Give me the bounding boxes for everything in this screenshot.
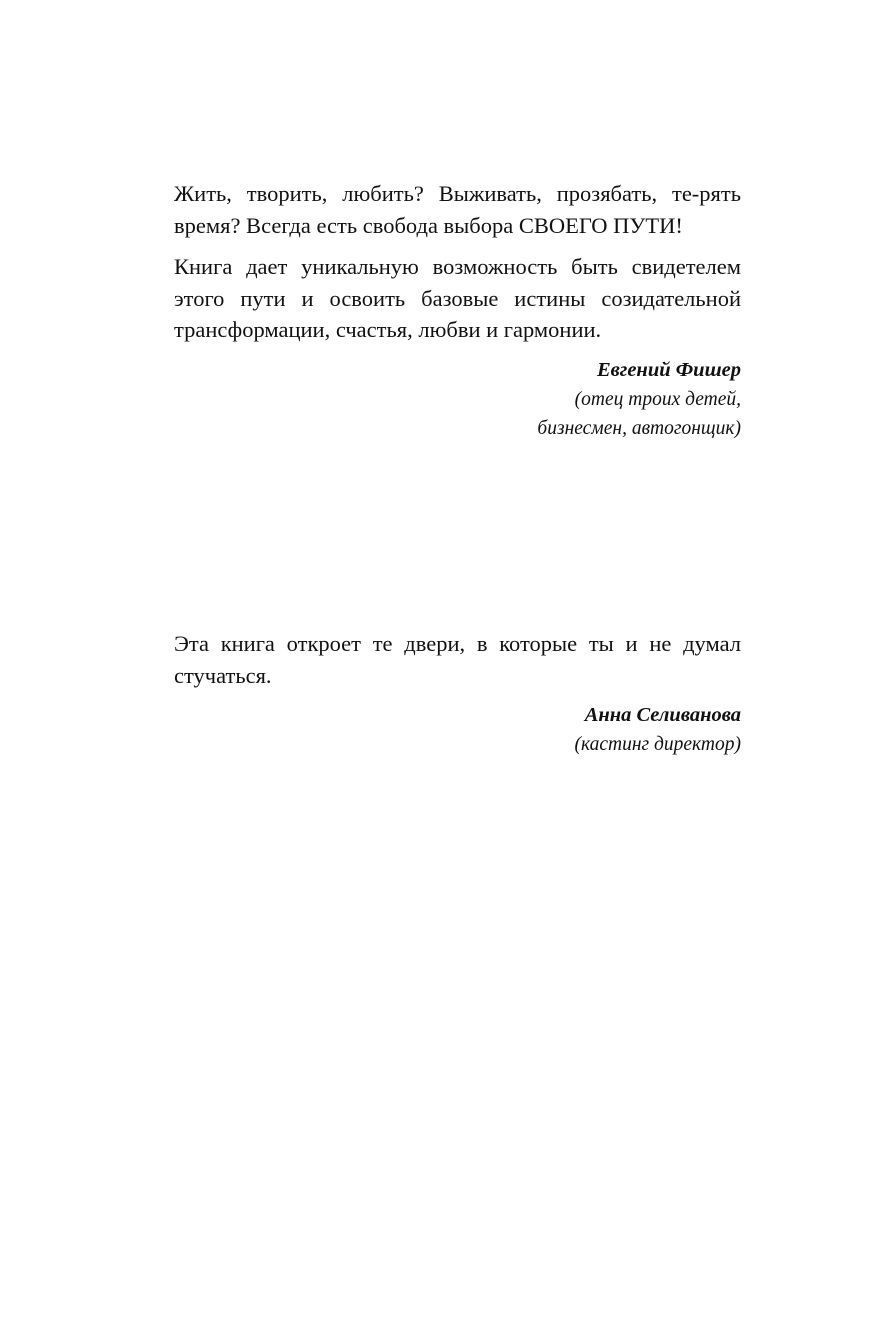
testimonial-paragraph-1: Жить, творить, любить? Выживать, прозябать, те-рять время? Всегда есть свобода выбора СВОЕГО ПУТИ! — [174, 181, 741, 238]
signature-fisher — [174, 356, 741, 443]
author-description-line-1: (кастинг директор) — [574, 734, 741, 755]
author-name: Анна Селиванова — [584, 704, 741, 726]
author-description-line-1: (отец троих детей, — [574, 388, 741, 410]
testimonial-paragraph: Эта книга откроет те двери, в которые ты и не думал стучаться. — [174, 631, 741, 688]
signature-selivanova — [174, 701, 741, 759]
testimonial-selivanova — [174, 628, 741, 759]
author-description-line-2: бизнесмен, автогонщик) — [537, 417, 741, 439]
testimonial-paragraph-2: Книга дает уникальную возможность быть свидетелем этого пути и освоить базовые истины созидательной трансформации, счастья, любви и гармонии. — [174, 254, 741, 342]
author-name: Евгений Фишер — [596, 358, 741, 381]
testimonial-fisher — [174, 178, 741, 443]
